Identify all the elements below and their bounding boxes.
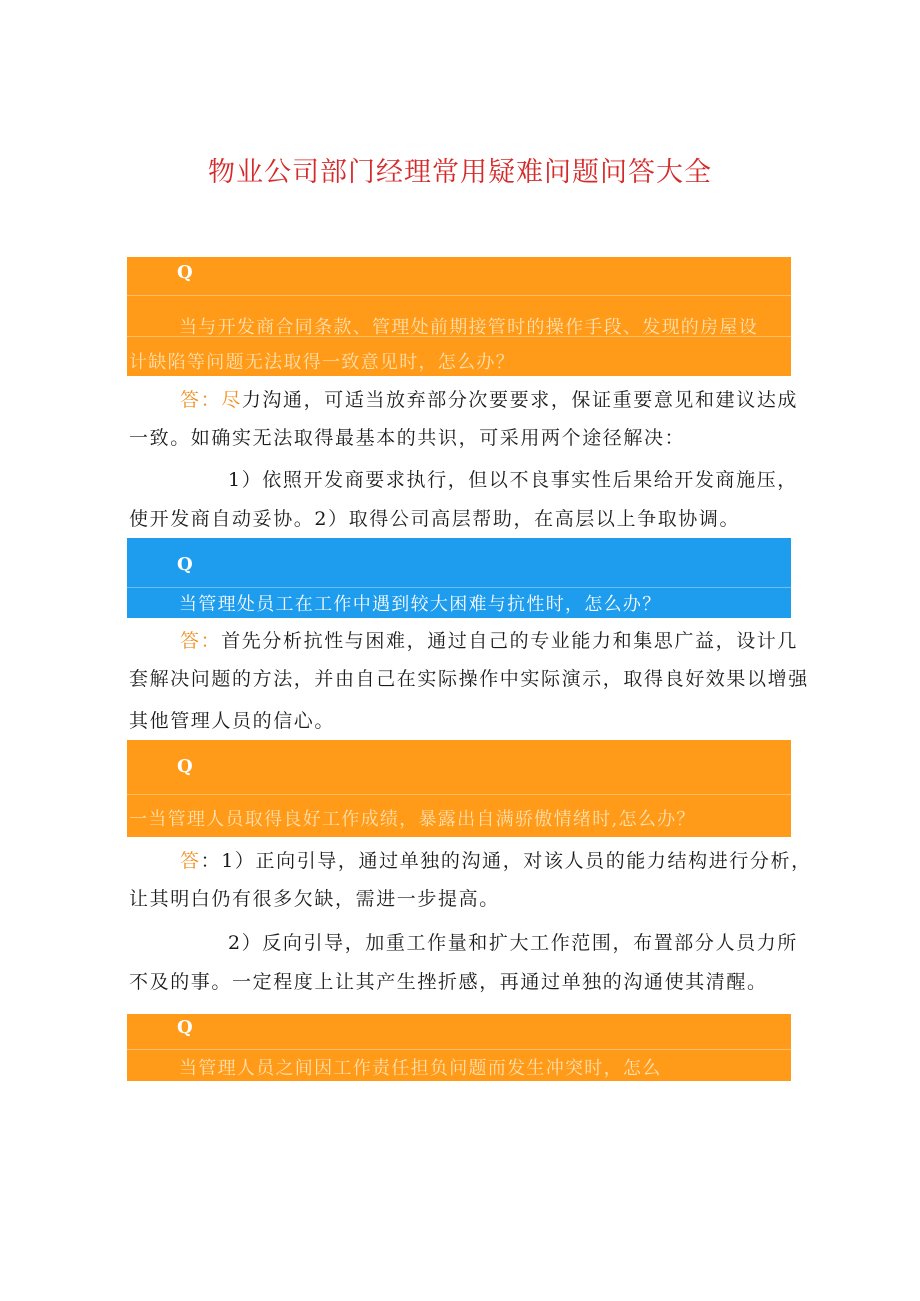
question-box-3 <box>127 740 791 837</box>
answer-line: 答：1）正向引导，通过单独的沟通，对该人员的能力结构进行分析， <box>180 850 812 872</box>
question-text-line: 计缺陷等问题无法取得一致意见时，怎么办？ <box>129 352 515 373</box>
question-text-line: 当管理人员之间因工作责任担负问题而发生冲突时，怎么 <box>179 1058 662 1079</box>
answer-line: 套解决问题的方法，并由自己在实际操作中实际演示，取得良好效果以增强 <box>129 668 809 690</box>
answer-line: 2）反向引导，加重工作量和扩大工作范围，布置部分人员力所 <box>228 932 798 954</box>
question-box-1 <box>127 257 791 376</box>
answer-line: 其他管理人员的信心。 <box>129 710 336 732</box>
question-box-2 <box>127 538 791 618</box>
answer-prefix: 答： <box>180 630 222 652</box>
answer-prefix: 答：尽 <box>180 389 242 411</box>
question-text-line: 当管理处员工在工作中遇到较大困难与抗性时，怎么办？ <box>179 594 662 615</box>
page-title: 物业公司部门经理常用疑难问题问答大全 <box>208 157 712 188</box>
question-marker: Q <box>177 554 193 575</box>
answer-line: 答：首先分析抗性与困难，通过自己的专业能力和集思广益，设计几 <box>180 630 799 652</box>
answer-line: 让其明白仍有很多欠缺，需进一步提高。 <box>129 888 500 910</box>
question-box-4 <box>127 1014 791 1081</box>
question-marker: Q <box>177 756 193 777</box>
answer-prefix: 答 <box>180 850 201 872</box>
question-text-line: 一当管理人员取得良好工作成绩，暴露出自满骄傲情绪时,怎么办？ <box>129 809 696 830</box>
answer-line: 使开发商自动妥协。2）取得公司高层帮助，在高层以上争取协调。 <box>129 508 741 530</box>
question-marker: Q <box>177 262 193 283</box>
answer-line: 1）依照开发商要求执行，但以不良事实性后果给开发商施压， <box>228 469 798 491</box>
answer-line: 一致。如确实无法取得最基本的共识，可采用两个途径解决： <box>129 427 686 449</box>
answer-line: 不及的事。一定程度上让其产生挫折感，再通过单独的沟通使其清醒。 <box>129 971 768 993</box>
question-text-line: 当与开发商合同条款、管理处前期接管时的操作手段、发现的房屋设 <box>179 317 758 338</box>
answer-line: 答：尽力沟通，可适当放弃部分次要要求，保证重要意见和建议达成 <box>180 389 799 411</box>
question-marker: Q <box>177 1017 193 1038</box>
